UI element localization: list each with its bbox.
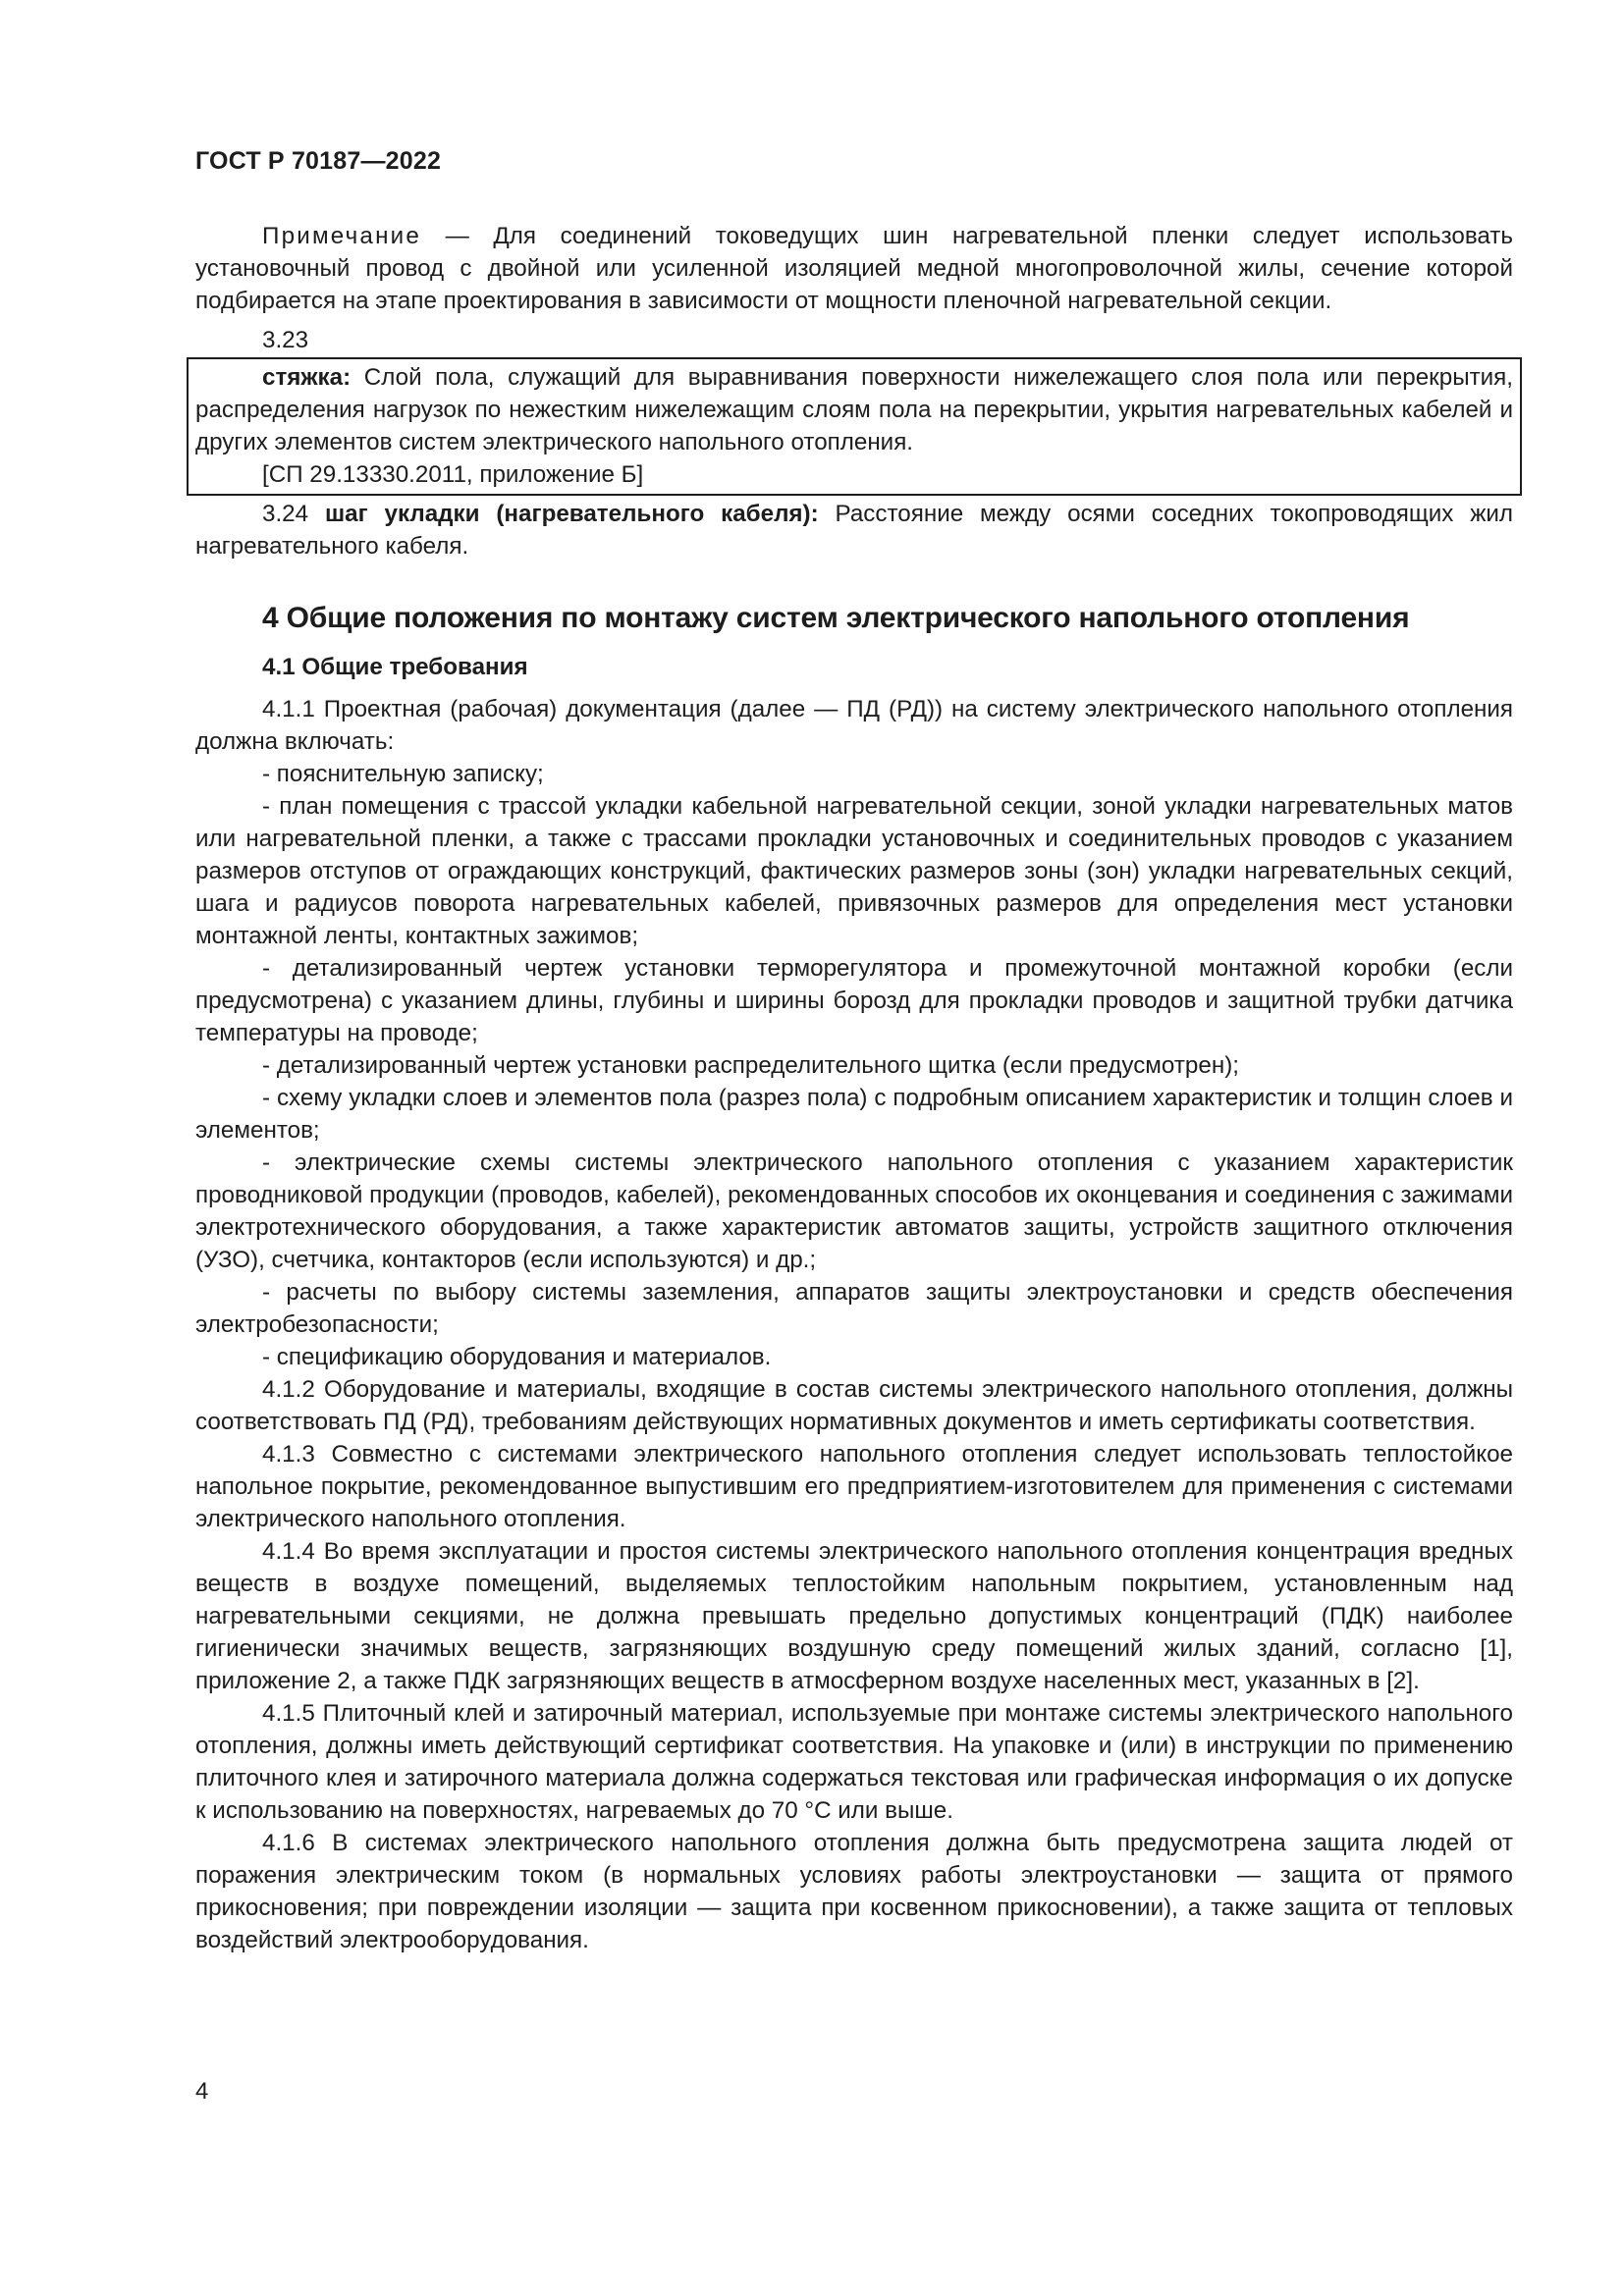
note-paragraph [195, 220, 1513, 317]
term-definition-box [187, 357, 1522, 496]
section-heading: 4 Общие положения по монтажу систем электрического напольного отопления [262, 602, 1410, 634]
term-name: шаг укладки (нагревательного кабеля): [324, 501, 819, 527]
term-definition-3-23 [195, 361, 1513, 458]
note-label: Примечание [262, 223, 421, 249]
paragraph-4-1-3: 4.1.3 Совместно с системами электрического напольного отопления следует использовать теплостойкое напольное покрытие, рекомендованное выпустившим его предприятием-изготовителем для применения с системами электрического напольного отопления. [195, 1441, 1513, 1532]
term-3-24 [195, 498, 1513, 562]
term-definition-text: Слой пола, служащий для выравнивания поверхности нижележащего слоя пола или перекрытия, распределения нагрузок по нежестким нижележащим слоям пола на перекрытии, укрытия нагревательных кабелей и других элементов систем электрического напольного отопления. [195, 364, 1513, 455]
document-header: ГОСТ Р 70187—2022 [195, 147, 442, 175]
term-number-3-23: 3.23 [262, 327, 309, 353]
list-item: - спецификацию оборудования и материалов. [262, 1344, 772, 1370]
paragraph-4-1-6: 4.1.6 В системах электрического напольного отопления должна быть предусмотрена защита людей от поражения электрическим током (в нормальных условиях работы электроустановки — защита от прямого прикосновения; при повреждении изоляции — защита при косвенном прикосновении), а также защита от тепловых воздействий электрооборудования. [195, 1830, 1513, 1953]
list-item: - расчеты по выбору системы заземления, аппаратов защиты электроустановки и средств обеспечения электробезопасности; [195, 1279, 1513, 1338]
page-content [195, 220, 1513, 1956]
paragraph-4-1-2: 4.1.2 Оборудование и материалы, входящие в состав системы электрического напольного отопления, должны соответствовать ПД (РД), требованиям действующих нормативных документов и иметь сертификаты соответствия. [195, 1376, 1513, 1435]
term-source: [СП 29.13330.2011, приложение Б] [262, 461, 644, 488]
term-definition-text: Расстояние между осями соседних токопроводящих жил нагревательного кабеля. [195, 501, 1514, 560]
list-item: - схему укладки слоев и элементов пола (разрез пола) с подробным описанием характеристик и толщин слоев и элементов; [195, 1085, 1513, 1144]
term-number-3-24: 3.24 [262, 501, 325, 527]
list-item: - детализированный чертеж установки распределительного щитка (если предусмотрен); [262, 1052, 1239, 1079]
list-item: - электрические схемы системы электрического напольного отопления с указанием характеристик проводниковой продукции (проводов, кабелей), рекомендованных способов их оконцевания и соединения с зажимами электротехнического оборудования, а также характеристик автоматов защиты, устройств защитного отключения (УЗО), счетчика, контакторов (если используются) и др.; [195, 1149, 1513, 1273]
paragraph-4-1-5: 4.1.5 Плиточный клей и затирочный материал, используемые при монтаже системы электрического напольного отопления, должны иметь действующий сертификат соответствия. На упаковке и (или) в инструкции по применению плиточного клея и затирочного материала должна содержаться текстовая или графическая информация о их допуске к использованию на поверхностях, нагреваемых до 70 °С или выше. [195, 1700, 1513, 1824]
term-name: стяжка: [262, 364, 352, 391]
page-number: 4 [195, 2078, 209, 2105]
list-item: - детализированный чертеж установки терморегулятора и промежуточной монтажной коробки (если предусмотрена) с указанием длины, глубины и ширины борозд для прокладки проводов и защитной трубки датчика температуры на проводе; [195, 955, 1513, 1046]
list-item: - пояснительную записку; [262, 761, 544, 787]
paragraph-4-1-4: 4.1.4 Во время эксплуатации и простоя системы электрического напольного отопления концентрация вредных веществ в воздухе помещений, выделяемых теплостойким напольным покрытием, установленным над нагревательными секциями, не должна превышать предельно допустимых концентраций (ПДК) наиболее гигиенически значимых веществ, загрязняющих воздушную среду помещений жилых зданий, согласно [1], приложение 2, а также ПДК загрязняющих веществ в атмосферном воздухе населенных мест, указанных в [2]. [195, 1538, 1513, 1694]
list-item: - план помещения с трассой укладки кабельной нагревательной секции, зоной укладки нагревательных матов или нагревательной пленки, а также с трассами прокладки установочных и соединительных проводов с указанием размеров отступов от ограждающих конструкций, фактических размеров зоны (зон) укладки нагревательных секций, шага и радиусов поворота нагревательных кабелей, привязочных размеров для определения мест установки монтажной ленты, контактных зажимов; [195, 793, 1513, 949]
paragraph-4-1-1: 4.1.1 Проектная (рабочая) документация (далее — ПД (РД)) на систему электрического напольного отопления должна включать: [195, 696, 1513, 755]
note-text: — Для соединений токоведущих шин нагревательной пленки следует использовать установочный провод с двойной или усиленной изоляцией медной многопроволочной жилы, сечение которой подбирается на этапе проектирования в зависимости от мощности пленочной нагревательной секции. [195, 223, 1513, 314]
subsection-heading: 4.1 Общие требования [262, 654, 528, 680]
